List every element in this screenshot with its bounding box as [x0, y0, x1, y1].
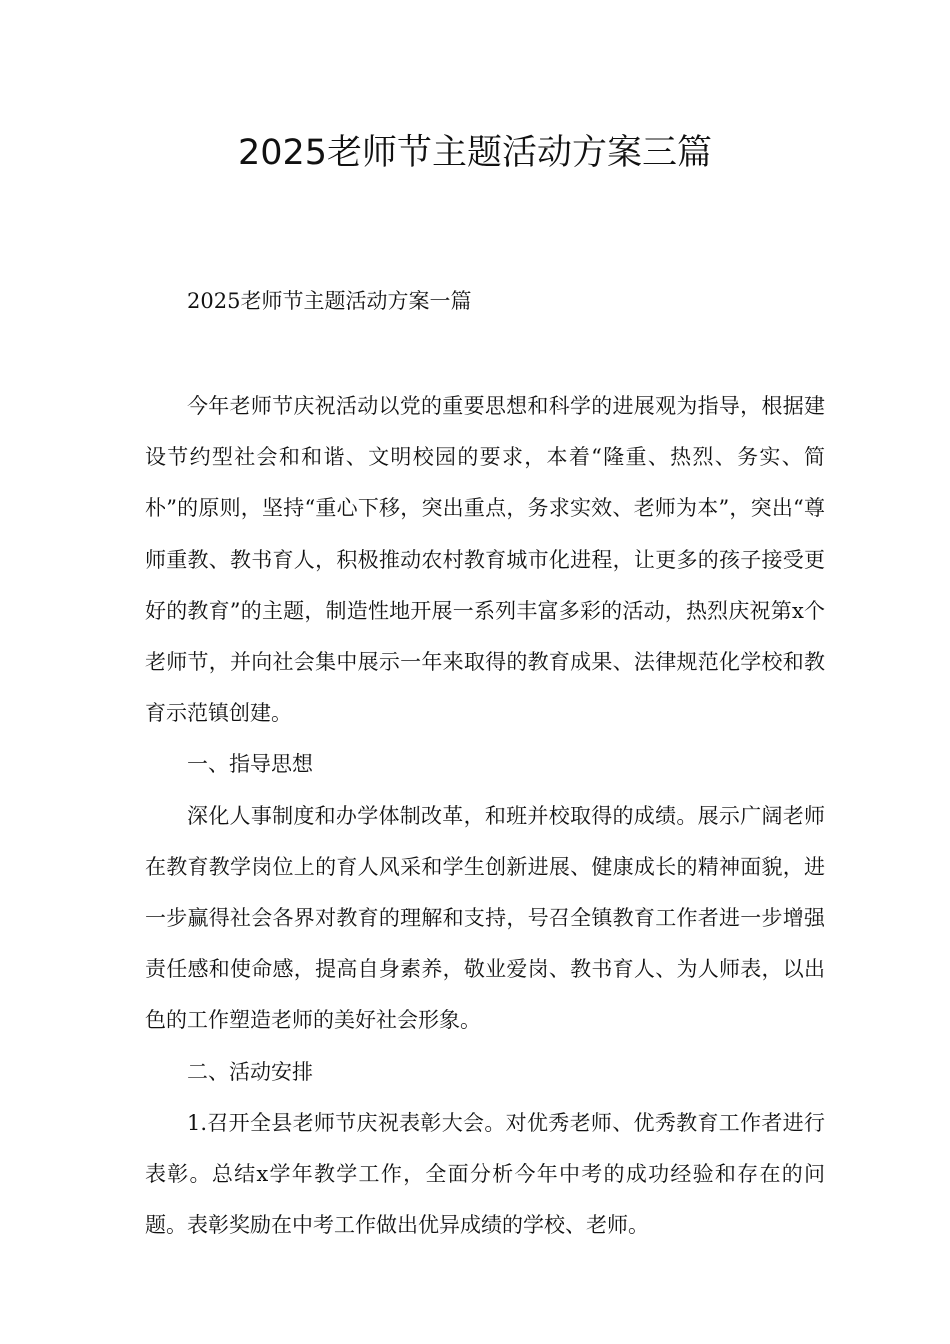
section-heading-activity-arrangement: 二、活动安排: [187, 1059, 313, 1084]
intro-paragraph: 今年老师节庆祝活动以党的重要思想和科学的进展观为指导，根据建设节约型社会和和谐、文明校园的要求，本着“隆重、热烈、务实、简朴”的原则，坚持“重心下移，突出重点，务求实效、老师为本”，突出“尊师重教、教书育人，积极推动农村教育城市化进程，让更多的孩子接受更好的教育”的主题，制造性地开展一系列丰富多彩的活动，热烈庆祝第x个老师节，并向社会集中展示一年来取得的教育成果、法律规范化学校和教育示范镇创建。: [145, 394, 825, 726]
document-title: 2025老师节主题活动方案三篇: [237, 133, 713, 173]
guiding-thought-paragraph: 深化人事制度和办学体制改革，和班并校取得的成绩。展示广阔老师在教育教学岗位上的育人风采和学生创新进展、健康成长的精神面貌，进一步赢得社会各界对教育的理解和支持，号召全镇教育工作者进一步增强责任感和使命感，提高自身素养，敬业爱岗、教书育人、为人师表，以出色的工作塑造老师的美好社会形象。: [145, 803, 825, 1033]
section-heading-guiding-thought: 一、指导思想: [187, 752, 313, 777]
activity-item-1-paragraph: 1.召开全县老师节庆祝表彰大会。对优秀老师、优秀教育工作者进行表彰。总结x学年教学工作，全面分析今年中考的成功经验和存在的问题。表彰奖励在中考工作做出优异成绩的学校、老师。: [145, 1110, 825, 1238]
document-body: [145, 381, 825, 1251]
section-subtitle: 2025老师节主题活动方案一篇: [187, 289, 472, 313]
